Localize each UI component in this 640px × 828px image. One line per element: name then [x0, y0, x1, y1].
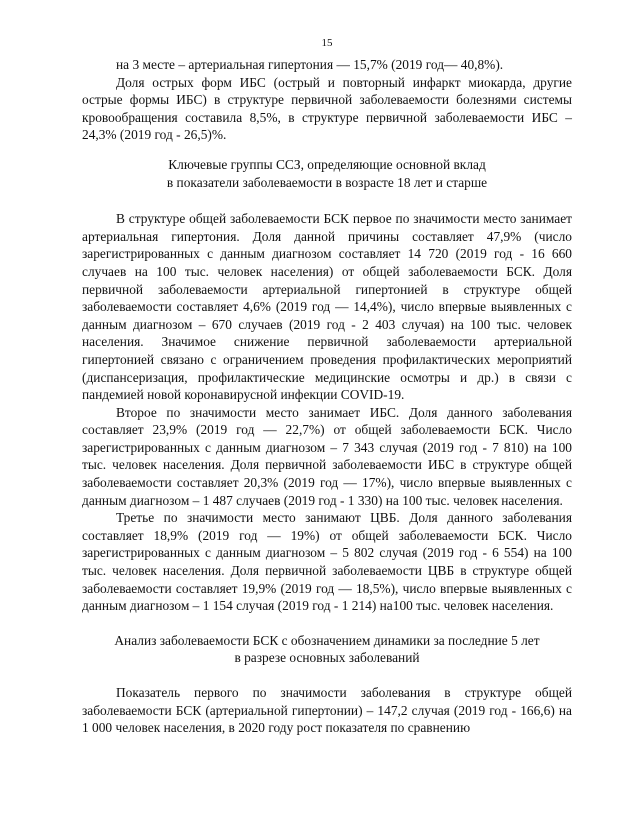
paragraph-arterial-hypertension: В структуре общей заболеваемости БСК первое по значимости место занимает артериальная гипертония. Доля данной причины составляет 47,9% (число зарегистрированных с данным диагнозом составляет 14 720 (2019 год - 16 660 случаев на 100 тыс. человек населения) от общей заболеваемости БСК. Доля первичной заболеваемости артериальной гипертонией в структуре общей заболеваемости составляет 4,6% (2019 год — 14,4%), число впервые выявленных с данным диагнозом – 670 случаев (2019 год - 2 403 случая) на 100 тыс. человек населения. Значимое снижение первичной заболеваемости артериальной гипертонией связано с ограничением проведения профилактических мероприятий (диспансеризация, профилактические медицинские осмотры и др.) в связи с пандемией новой коронавирусной инфекции COVID-19.: [82, 211, 572, 403]
page-content: [82, 56, 572, 737]
section-heading-line: в разрезе основных заболеваний: [234, 650, 420, 666]
section-heading-key-groups: [82, 156, 572, 191]
section-heading-5-year-dynamics: [82, 632, 572, 667]
paragraph-first-disease-indicator: Показатель первого по значимости заболевания в структуре общей заболеваемости БСК (артериальной гипертонии) – 147,2 случая (2019 год - 166,6) на 1 000 человек населения, в 2020 году рост показателя по сравнению: [82, 685, 572, 736]
paragraph-cvd: Третье по значимости место занимают ЦВБ. Доля данного заболевания составляет 18,9% (2019 год — 19%) от общей заболеваемости БСК. Число зарегистрированных с данным диагнозом – 5 802 случая (2019 год - 6 554) на 100 тыс. человек населения. Доля первичной заболеваемости ЦВБ в структуре общей заболеваемости составляет 19,9% (2019 год — 18,5%), число впервые выявленных с данным диагнозом – 1 154 случая (2019 год - 1 214) на100 тыс. человек населения.: [82, 510, 572, 614]
paragraph-acute-ihd-share: Доля острых форм ИБС (острый и повторный инфаркт миокарда, другие острые формы ИБС) в структуре первичной заболеваемости болезнями системы кровообращения составила 8,5%, в структуре первичной заболеваемости ИБС –24,3% (2019 год - 26,5)%.: [82, 74, 572, 143]
paragraph-hypertension-third-place: на 3 месте – артериальная гипертония — 15,7% (2019 год— 40,8%).: [116, 57, 504, 72]
spacer: [82, 667, 572, 684]
page-number: 15: [321, 37, 333, 49]
spacer: [82, 615, 572, 632]
section-heading-line: в показатели заболеваемости в возрасте 18 лет и старше: [166, 174, 488, 190]
section-heading-line: Анализ заболеваемости БСК с обозначением динамики за последние 5 лет: [114, 632, 540, 648]
paragraph-ihd: Второе по значимости место занимает ИБС. Доля данного заболевания составляет 23,9% (2019 год — 22,7%) от общей заболеваемости БСК. Число зарегистрированных с данным диагнозом – 7 343 случая (2019 год - 7 810) на 100 тыс. человек населения. Доля первичной заболеваемости ИБС в структуре общей заболеваемости составляет 20,3% (2019 год — 17%), число впервые выявленных с данным диагнозом – 1 487 случаев (2019 год - 1 330) на 100 тыс. человек населения.: [82, 404, 572, 508]
spacer: [82, 191, 572, 210]
section-heading-line: Ключевые группы ССЗ, определяющие основной вклад: [168, 156, 486, 172]
spacer: [82, 144, 572, 156]
